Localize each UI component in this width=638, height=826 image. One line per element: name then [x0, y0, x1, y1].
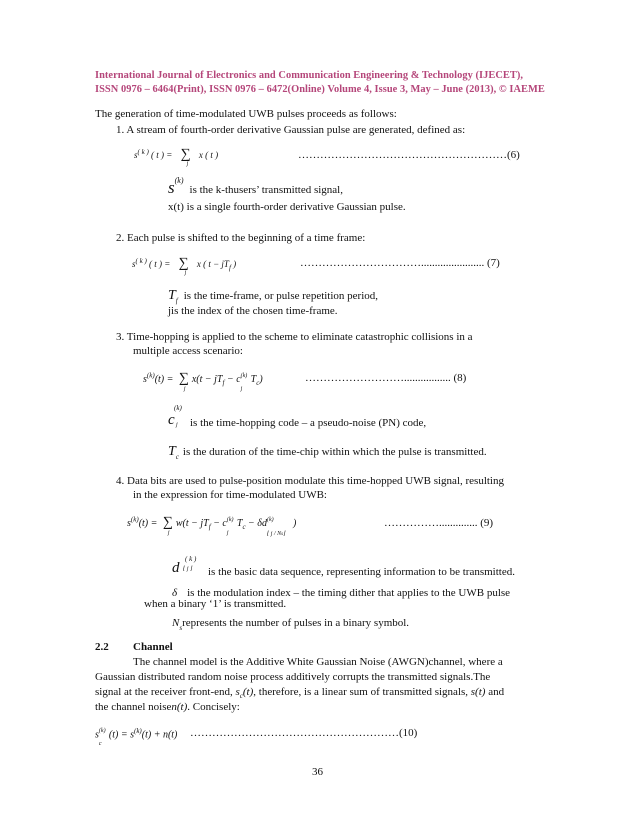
- eq6-def1: $s^{(k)}$ is the k-thusers’ transmitted signal,: [168, 176, 343, 197]
- journal-header-line1: International Journal of Electronics and Communication Engineering & Technology (IJECET),: [95, 70, 523, 81]
- eq9-number: …………….............. (9): [384, 517, 494, 529]
- eq9: $s^{(k)}(t)$ = ∑ j $w(t - jT_f - c$ (k) j $T_c - \delta d$ (k) ⌊ j / Ns⌋ ): [127, 515, 297, 537]
- eq7-def2: jis the index of the chosen time-frame.: [168, 305, 338, 317]
- eq6-number: …………………………………………………(6): [298, 149, 520, 161]
- journal-header-line2: ISSN 0976 – 6464(Print), ISSN 0976 – 6472(Online) Volume 4, Issue 3, May – June (2013), © IAEME: [95, 84, 545, 95]
- eq7: $s^{( k )}$ ( t ) = ∑ j x ( $t - jT_f$ ): [132, 256, 237, 276]
- section-para-line4: the channel noisen(t). Concisely:: [95, 701, 240, 713]
- eq9-def3: $N_srepresents$ the number of pulses in a binary symbol.: [172, 617, 410, 633]
- item3-text-line1: 3. Time-hopping is applied to the scheme to eliminate catastrophic collisions in a: [116, 331, 473, 343]
- eq9-def2: δ is the modulation index – the timing dither that applies to the UWB pulse: [172, 587, 511, 599]
- eq8: $s^{(k)}(t)$ = ∑ j $x(t - jT_f - c$ (k) j $T_c$): [143, 371, 263, 392]
- eq10-number: …………………………………………………(10): [190, 727, 418, 739]
- item4-text-line1: 4. Data bits are used to pulse-position modulate this time-hopped UWB signal, resulting: [116, 475, 504, 487]
- eq7-def1: $T_f$ is the time-frame, or pulse repetition period,: [168, 288, 379, 306]
- eq9-def1: d ( k ) ⌊ j ⌋ is the basic data sequence, representing information to be transmitted.: [172, 555, 515, 578]
- eq7-number: ……………………………....................... (7): [300, 257, 500, 269]
- eq8-def1: c (k) j $^{is the time-hopping code - a pseudo-noise (PN) code,}$: [168, 404, 427, 429]
- section-number: 2.2: [95, 641, 109, 653]
- intro-text: The generation of time-modulated UWB pulses proceeds as follows:: [95, 108, 397, 120]
- section-para-line1: The channel model is the Additive White Gaussian Noise (AWGN)channel, where a: [133, 656, 503, 668]
- eq10: s (k) c $(t) = s^{(k)}(t) + n(t)$: [95, 727, 178, 748]
- section-title: Channel: [133, 641, 173, 653]
- section-para-line3: signal at the receiver front-end, $s_c(t)$, therefore, is a linear sum of transmitted signals, s(t) and: [95, 686, 505, 701]
- eq9-def2-cont: when a binary ‘1’ is transmitted.: [144, 598, 287, 610]
- eq8-def2: $T_c$ is the duration of the time-chip within which the pulse is transmitted.: [168, 444, 487, 462]
- section-para-line2: Gaussian distributed random noise process additively corrupts the transmitted signals.The: [95, 671, 491, 683]
- eq8-number: ………………………................. (8): [305, 372, 467, 384]
- page-number: 36: [312, 766, 323, 778]
- eq6-def2: x(t) is a single fourth-order derivative Gaussian pulse.: [168, 201, 406, 213]
- eq6: $s^{( k )}$ ( t ) = ∑ j x ( t ): [134, 147, 219, 167]
- item3-text-line2: multiple access scenario:: [133, 345, 243, 357]
- item1-text: 1. A stream of fourth-order derivative Gaussian pulse are generated, defined as:: [116, 124, 466, 136]
- item2-text: 2. Each pulse is shifted to the beginning of a time frame:: [116, 232, 366, 244]
- item4-text-line2: in the expression for time-modulated UWB:: [133, 489, 327, 501]
